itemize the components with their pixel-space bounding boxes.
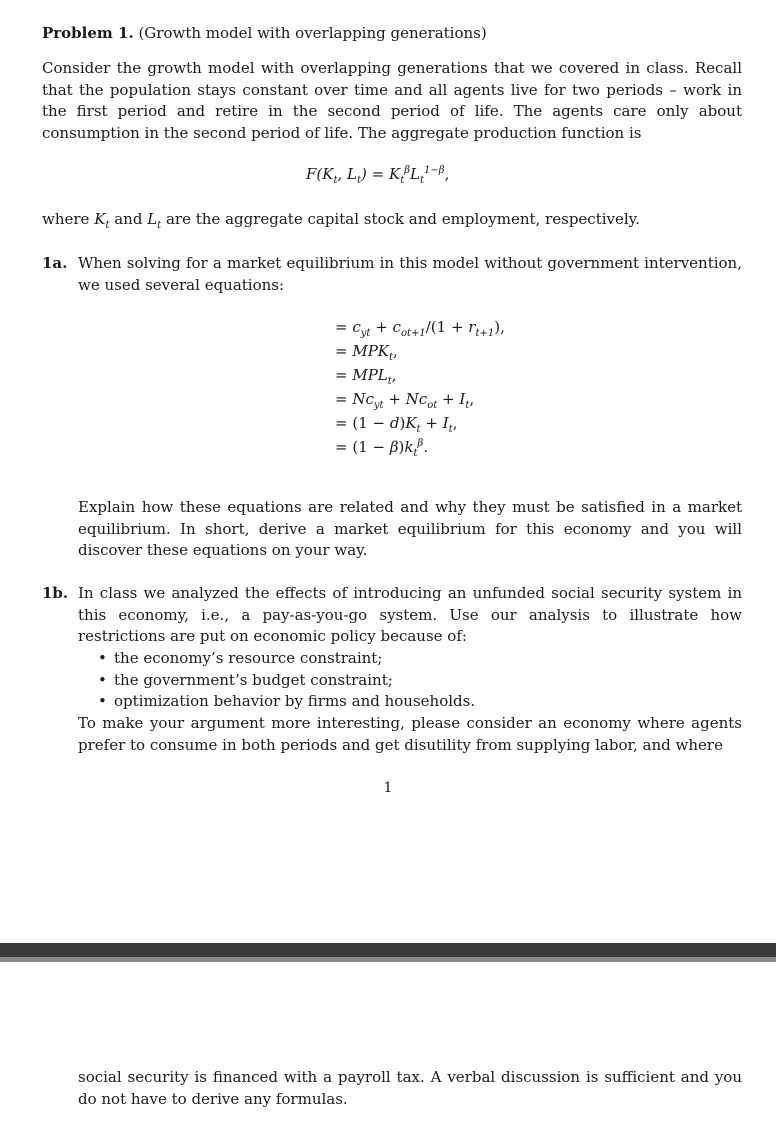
- problem-intro: Consider the growth model with overlapping generations that we covered in class. Recall that the population stays constant over time and all agents live for two periods – work in the first period and retire in the second period of life. The agents care only about consumption in the second period of life. The aggregate production function is: [42, 59, 742, 142]
- part-a-label: 1a.: [42, 254, 68, 272]
- production-function: $F(K_t$, $L_t) = K_t^\beta L_t^{1-\beta}$,: [306, 165, 450, 186]
- problem-label: Problem 1.: [42, 24, 134, 42]
- part-b-text: In class we analyzed the effects of introducing an unfunded social security system in this economy, i.e., a pay-as-you-go system. Use our analysis to illustrate how restrictions are put on economic policy because of:: [78, 584, 742, 645]
- list-item: • optimization behavior by firms and households.: [98, 692, 476, 710]
- page-break-shadow: [0, 957, 776, 962]
- page-number: 1: [383, 780, 393, 796]
- constraint-list: [78, 648, 742, 713]
- list-item: • the government’s budget constraint;: [98, 670, 393, 689]
- part-b-continuation: To make your argument more interesting, please consider an economy where agents prefer to consume in both periods and get disutility from supplying labor, and where: [78, 714, 742, 754]
- part-a-explain: Explain how these equations are related and why they must be satisfied in a market equilibrium. In short, derive a market equilibrium for this economy and you will discover these equations on your way.: [78, 498, 742, 559]
- next-page-text: social security is financed with a payroll tax. A verbal discussion is sufficient and you do not have to derive any formulas.: [78, 1068, 742, 1108]
- part-a-text: When solving for a market equilibrium in this model without government intervention, we used several equations:: [78, 254, 742, 294]
- problem-heading: [42, 23, 742, 45]
- problem-subtitle: (Growth model with overlapping generations): [138, 24, 487, 42]
- list-item: • the economy’s resource constraint;: [98, 649, 383, 667]
- where-clause: where $K_t$ and $L_t$ are the aggregate capital stock and employment, respectively.: [42, 210, 640, 231]
- page-break-divider: [0, 943, 776, 957]
- part-b-label: 1b.: [42, 584, 69, 602]
